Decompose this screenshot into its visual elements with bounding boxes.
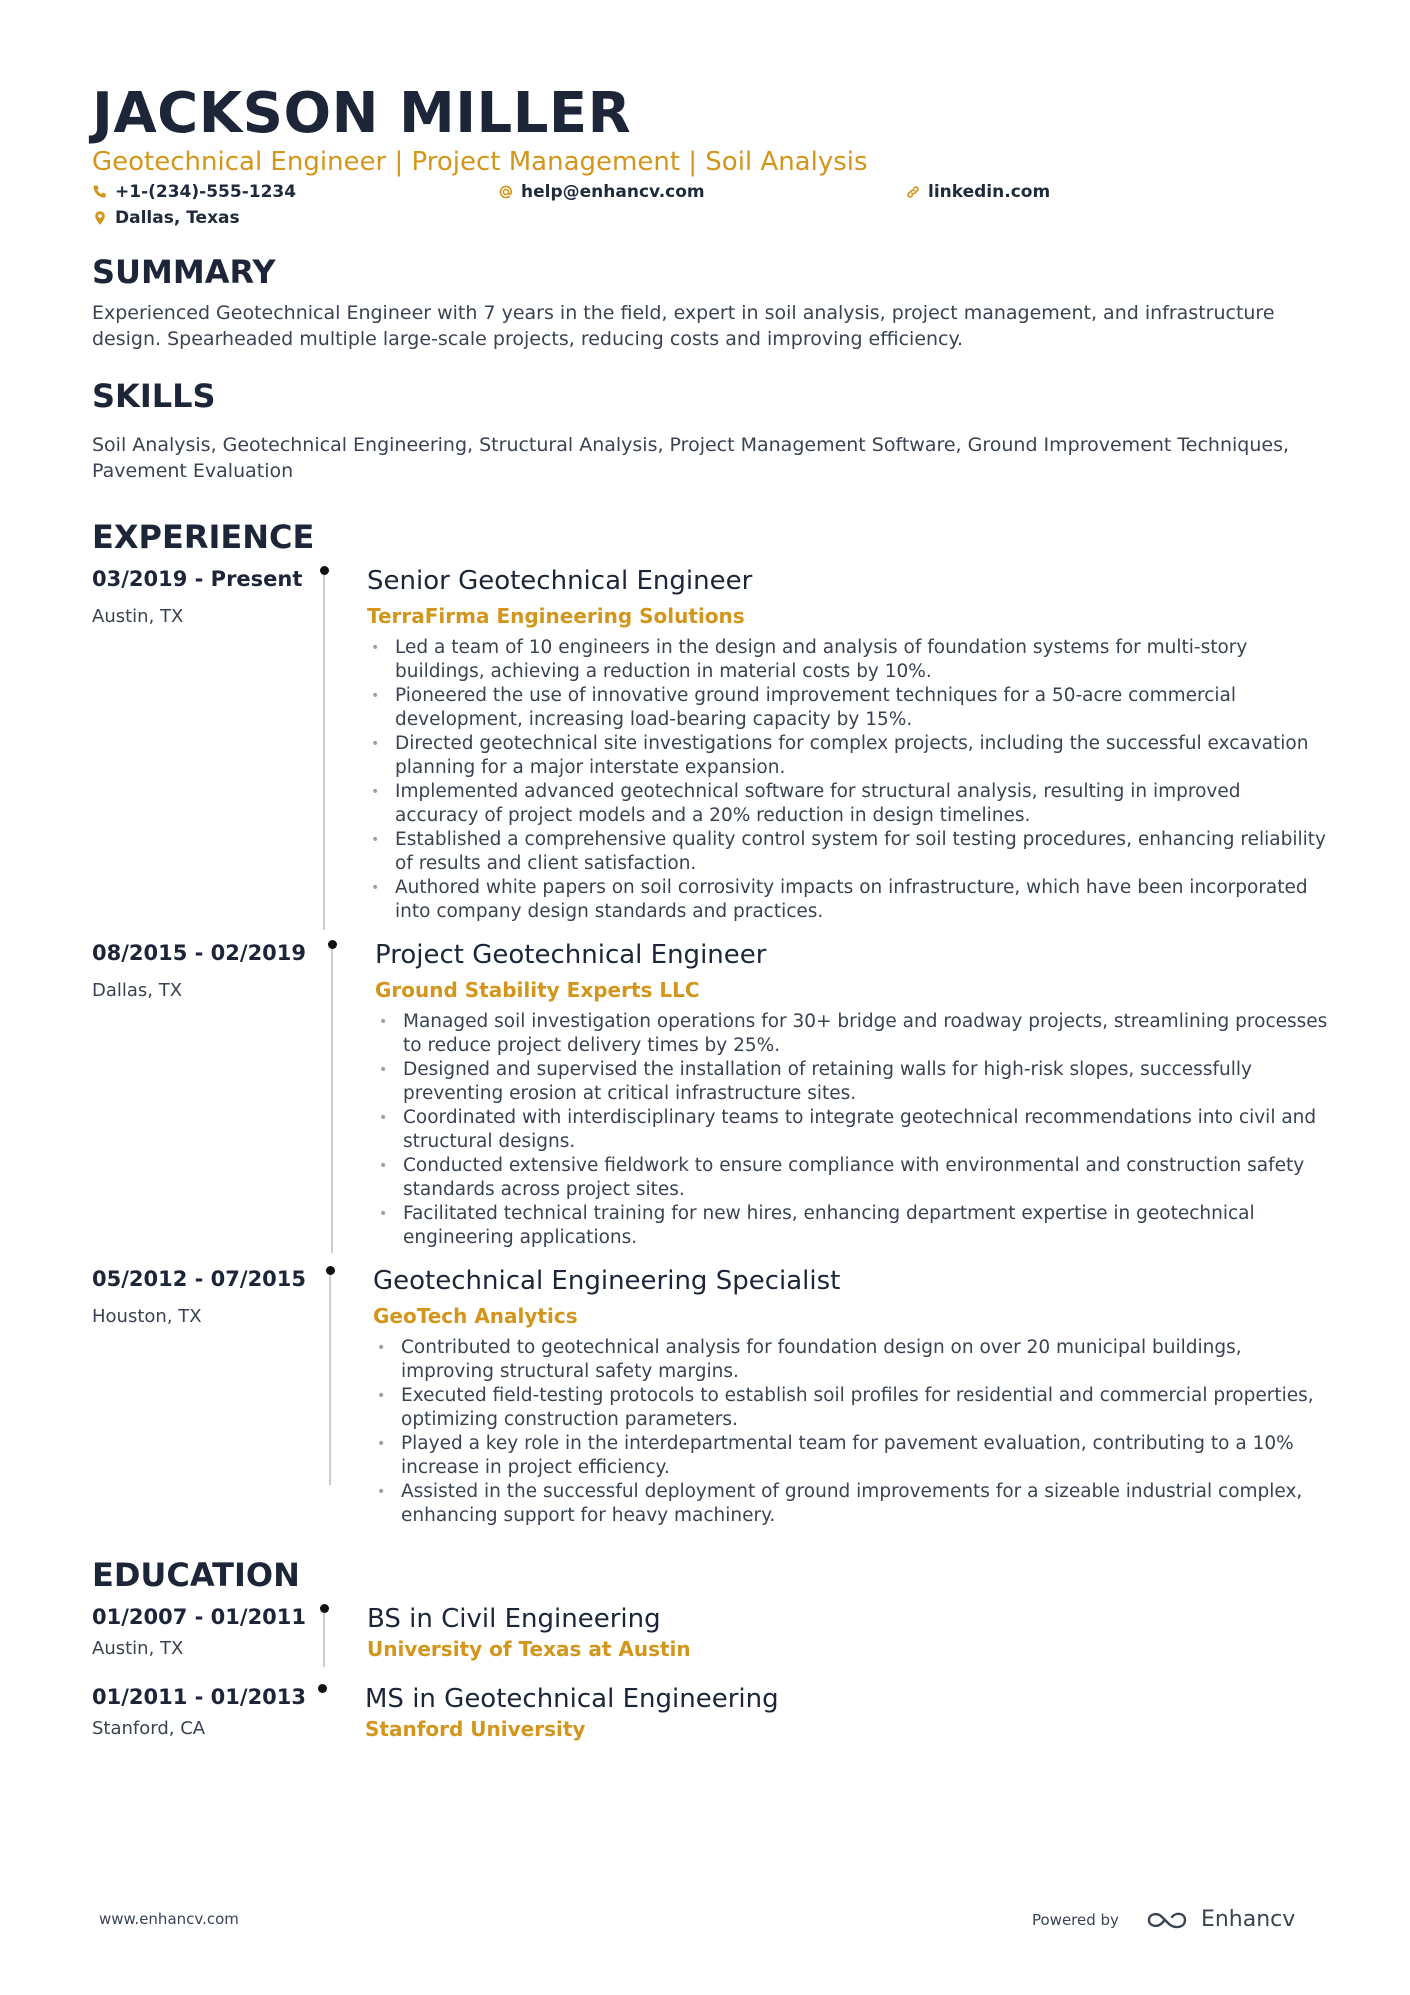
- enhancv-logo[interactable]: [1145, 1907, 1295, 1932]
- at-icon: [498, 184, 514, 200]
- education-location: Stanford, CA: [92, 1718, 206, 1739]
- experience-role: Project Geotechnical Engineer: [375, 940, 767, 970]
- location-text: Dallas, Texas: [115, 208, 240, 228]
- list-item: • Implemented advanced geotechnical software for structural analysis, resulting in improved accuracy of project models and a 20% reduction in design timelines.: [371, 781, 1241, 826]
- education-date: 01/2011 - 01/2013: [92, 1685, 307, 1709]
- list-item: • Executed field-testing protocols to establish soil profiles for residential and commercial properties, optimizing construction parameters.: [377, 1385, 1314, 1430]
- list-item: • Directed geotechnical site investigations for complex projects, including the successful excavation planning for a major interstate expansion.: [371, 733, 1309, 778]
- list-item: • Facilitated technical training for new hires, enhancing department expertise in geotechnical engineering applications.: [379, 1203, 1255, 1248]
- experience-location: Dallas, TX: [92, 980, 183, 1001]
- linkedin-text: linkedin.com: [928, 182, 1051, 202]
- education-school: University of Texas at Austin: [367, 1637, 691, 1661]
- contact-location: [92, 207, 240, 229]
- timeline-dot: [318, 1684, 327, 1693]
- list-item: • Managed soil investigation operations for 30+ bridge and roadway projects, streamlining processes to reduce project delivery times by 25%.: [379, 1011, 1328, 1056]
- list-item: • Authored white papers on soil corrosivity impacts on infrastructure, which have been incorporated into company design standards and practices.: [371, 877, 1308, 922]
- list-item: • Played a key role in the interdepartmental team for pavement evaluation, contributing to a 10% increase in project efficiency.: [377, 1433, 1294, 1478]
- education-heading: EDUCATION: [92, 1556, 300, 1594]
- experience-entry: [92, 1265, 1332, 1526]
- skills-heading: SKILLS: [92, 377, 216, 415]
- phone-icon: [92, 184, 108, 200]
- education-degree: BS in Civil Engineering: [367, 1604, 661, 1634]
- list-item: • Established a comprehensive quality control system for soil testing procedures, enhancing reliability of results and client satisfaction.: [371, 829, 1326, 874]
- experience-company: Ground Stability Experts LLC: [375, 978, 700, 1002]
- phone-text: +1-(234)-555-1234: [115, 182, 297, 202]
- summary-text: Experienced Geotechnical Engineer with 7 years in the field, expert in soil analysis, project management, and infrastructure design. Spearheaded multiple large-scale projects, reducing costs and improving efficiency.: [92, 302, 1275, 350]
- timeline-line: [329, 1275, 331, 1485]
- experience-company: TerraFirma Engineering Solutions: [367, 604, 745, 628]
- experience-location: Houston, TX: [92, 1306, 202, 1327]
- experience-bullets: [367, 636, 1327, 924]
- contact-email[interactable]: [498, 181, 705, 203]
- timeline-line: [331, 949, 333, 1253]
- education-degree: MS in Geotechnical Engineering: [365, 1684, 779, 1714]
- list-item: • Designed and supervised the installation of retaining walls for high-risk slopes, successfully preventing erosion at critical infrastructure sites.: [379, 1059, 1252, 1104]
- infinity-logo-icon: [1145, 1908, 1193, 1932]
- powered-by-text: Powered by: [1032, 1910, 1119, 1929]
- list-item: • Contributed to geotechnical analysis for foundation design on over 20 municipal buildings, improving structural safety margins.: [377, 1337, 1242, 1382]
- experience-bullets: [375, 1010, 1335, 1250]
- experience-date: 05/2012 - 07/2015: [92, 1267, 307, 1291]
- experience-company: GeoTech Analytics: [373, 1304, 578, 1328]
- email-text: help@enhancv.com: [521, 182, 705, 202]
- experience-date: 08/2015 - 02/2019: [92, 941, 307, 965]
- list-item: • Assisted in the successful deployment of ground improvements for a sizeable industrial complex, enhancing support for heavy machinery.: [377, 1481, 1303, 1526]
- list-item: • Coordinated with interdisciplinary teams to integrate geotechnical recommendations into civil and structural designs.: [379, 1107, 1317, 1152]
- summary-heading: SUMMARY: [92, 253, 276, 291]
- education-school: Stanford University: [365, 1717, 586, 1741]
- timeline-dot: [320, 566, 329, 575]
- timeline-line: [323, 575, 325, 930]
- skills-text: Soil Analysis, Geotechnical Engineering, Structural Analysis, Project Management Software, Ground Improvement Techniques, Pavement Evaluation: [92, 434, 1290, 482]
- education-location: Austin, TX: [92, 1638, 184, 1659]
- contact-linkedin[interactable]: [905, 181, 1050, 203]
- location-pin-icon: [92, 210, 108, 226]
- candidate-headline: Geotechnical Engineer | Project Management | Soil Analysis: [92, 147, 868, 177]
- experience-date: 03/2019 - Present: [92, 567, 303, 591]
- brand-text: Enhancv: [1200, 1907, 1296, 1932]
- education-date: 01/2007 - 01/2011: [92, 1605, 307, 1629]
- list-item: • Led a team of 10 engineers in the design and analysis of foundation systems for multi-story buildings, achieving a reduction in material costs by 10%.: [371, 637, 1248, 682]
- list-item: • Conducted extensive fieldwork to ensure compliance with environmental and construction safety standards across project sites.: [379, 1155, 1305, 1200]
- timeline-dot: [326, 1266, 335, 1275]
- timeline-dot: [328, 940, 337, 949]
- footer-branding: [1032, 1907, 1295, 1932]
- experience-bullets: [373, 1336, 1333, 1528]
- experience-entry: [92, 565, 1332, 930]
- experience-role: Geotechnical Engineering Specialist: [373, 1266, 841, 1296]
- timeline-line: [323, 1613, 325, 1667]
- candidate-name: JACKSON MILLER: [92, 81, 632, 146]
- footer-website[interactable]: www.enhancv.com: [99, 1910, 239, 1928]
- list-item: • Pioneered the use of innovative ground improvement techniques for a 50-acre commercial development, increasing load-bearing capacity by 15%.: [371, 685, 1237, 730]
- link-icon: [905, 184, 921, 200]
- timeline-dot: [320, 1604, 329, 1613]
- education-entry: [92, 1603, 1332, 1667]
- experience-role: Senior Geotechnical Engineer: [367, 566, 753, 596]
- experience-heading: EXPERIENCE: [92, 518, 315, 556]
- experience-entry: [92, 939, 1332, 1255]
- experience-location: Austin, TX: [92, 606, 184, 627]
- education-entry: [92, 1683, 1332, 1743]
- contact-phone[interactable]: [92, 181, 296, 203]
